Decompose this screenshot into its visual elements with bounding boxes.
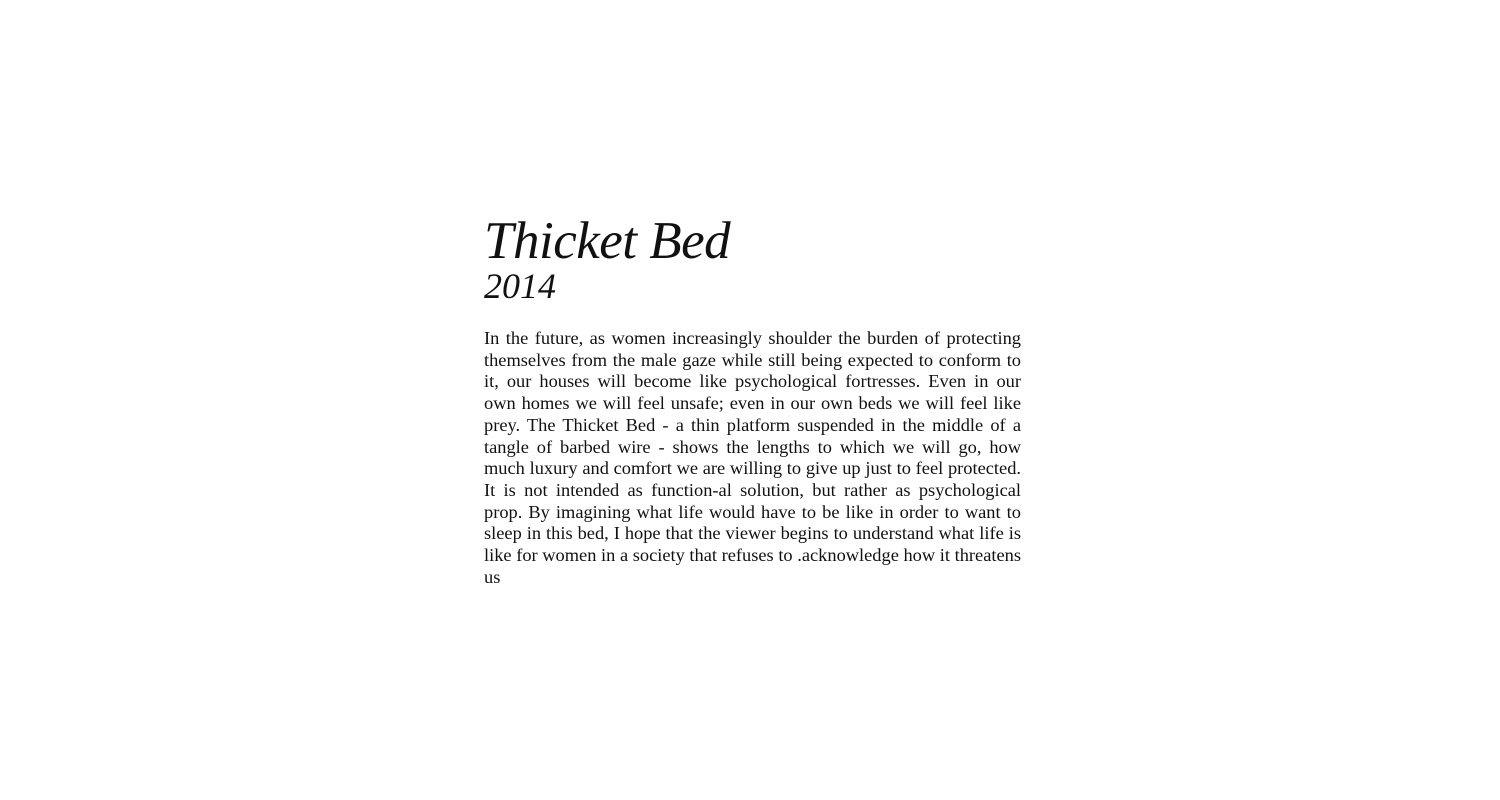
artwork-description: In the future, as women increasingly shoulder the burden of protecting themselves from the male gaze while still being expected to conform to it, our houses will become like psychological fortresses. Even in our own homes we will feel unsafe; even in our own beds we will feel like prey. The Thicket Bed - a thin platform suspended in the middle of a tangle of barbed wire - shows the lengths to which we will go, how much luxury and comfort we are willing to give up just to feel protected. It is not intended as function-al solution, but rather as psychological prop. By imagining what life would have to be like in order to want to sleep in this bed, I hope that the viewer begins to understand what life is like for women in a society that refuses to .acknowledge how it threatens us <box>484 328 1021 587</box>
artwork-year: 2014 <box>484 266 556 306</box>
artwork-title: Thicket Bed <box>484 212 731 270</box>
artwork-info <box>484 212 1021 588</box>
